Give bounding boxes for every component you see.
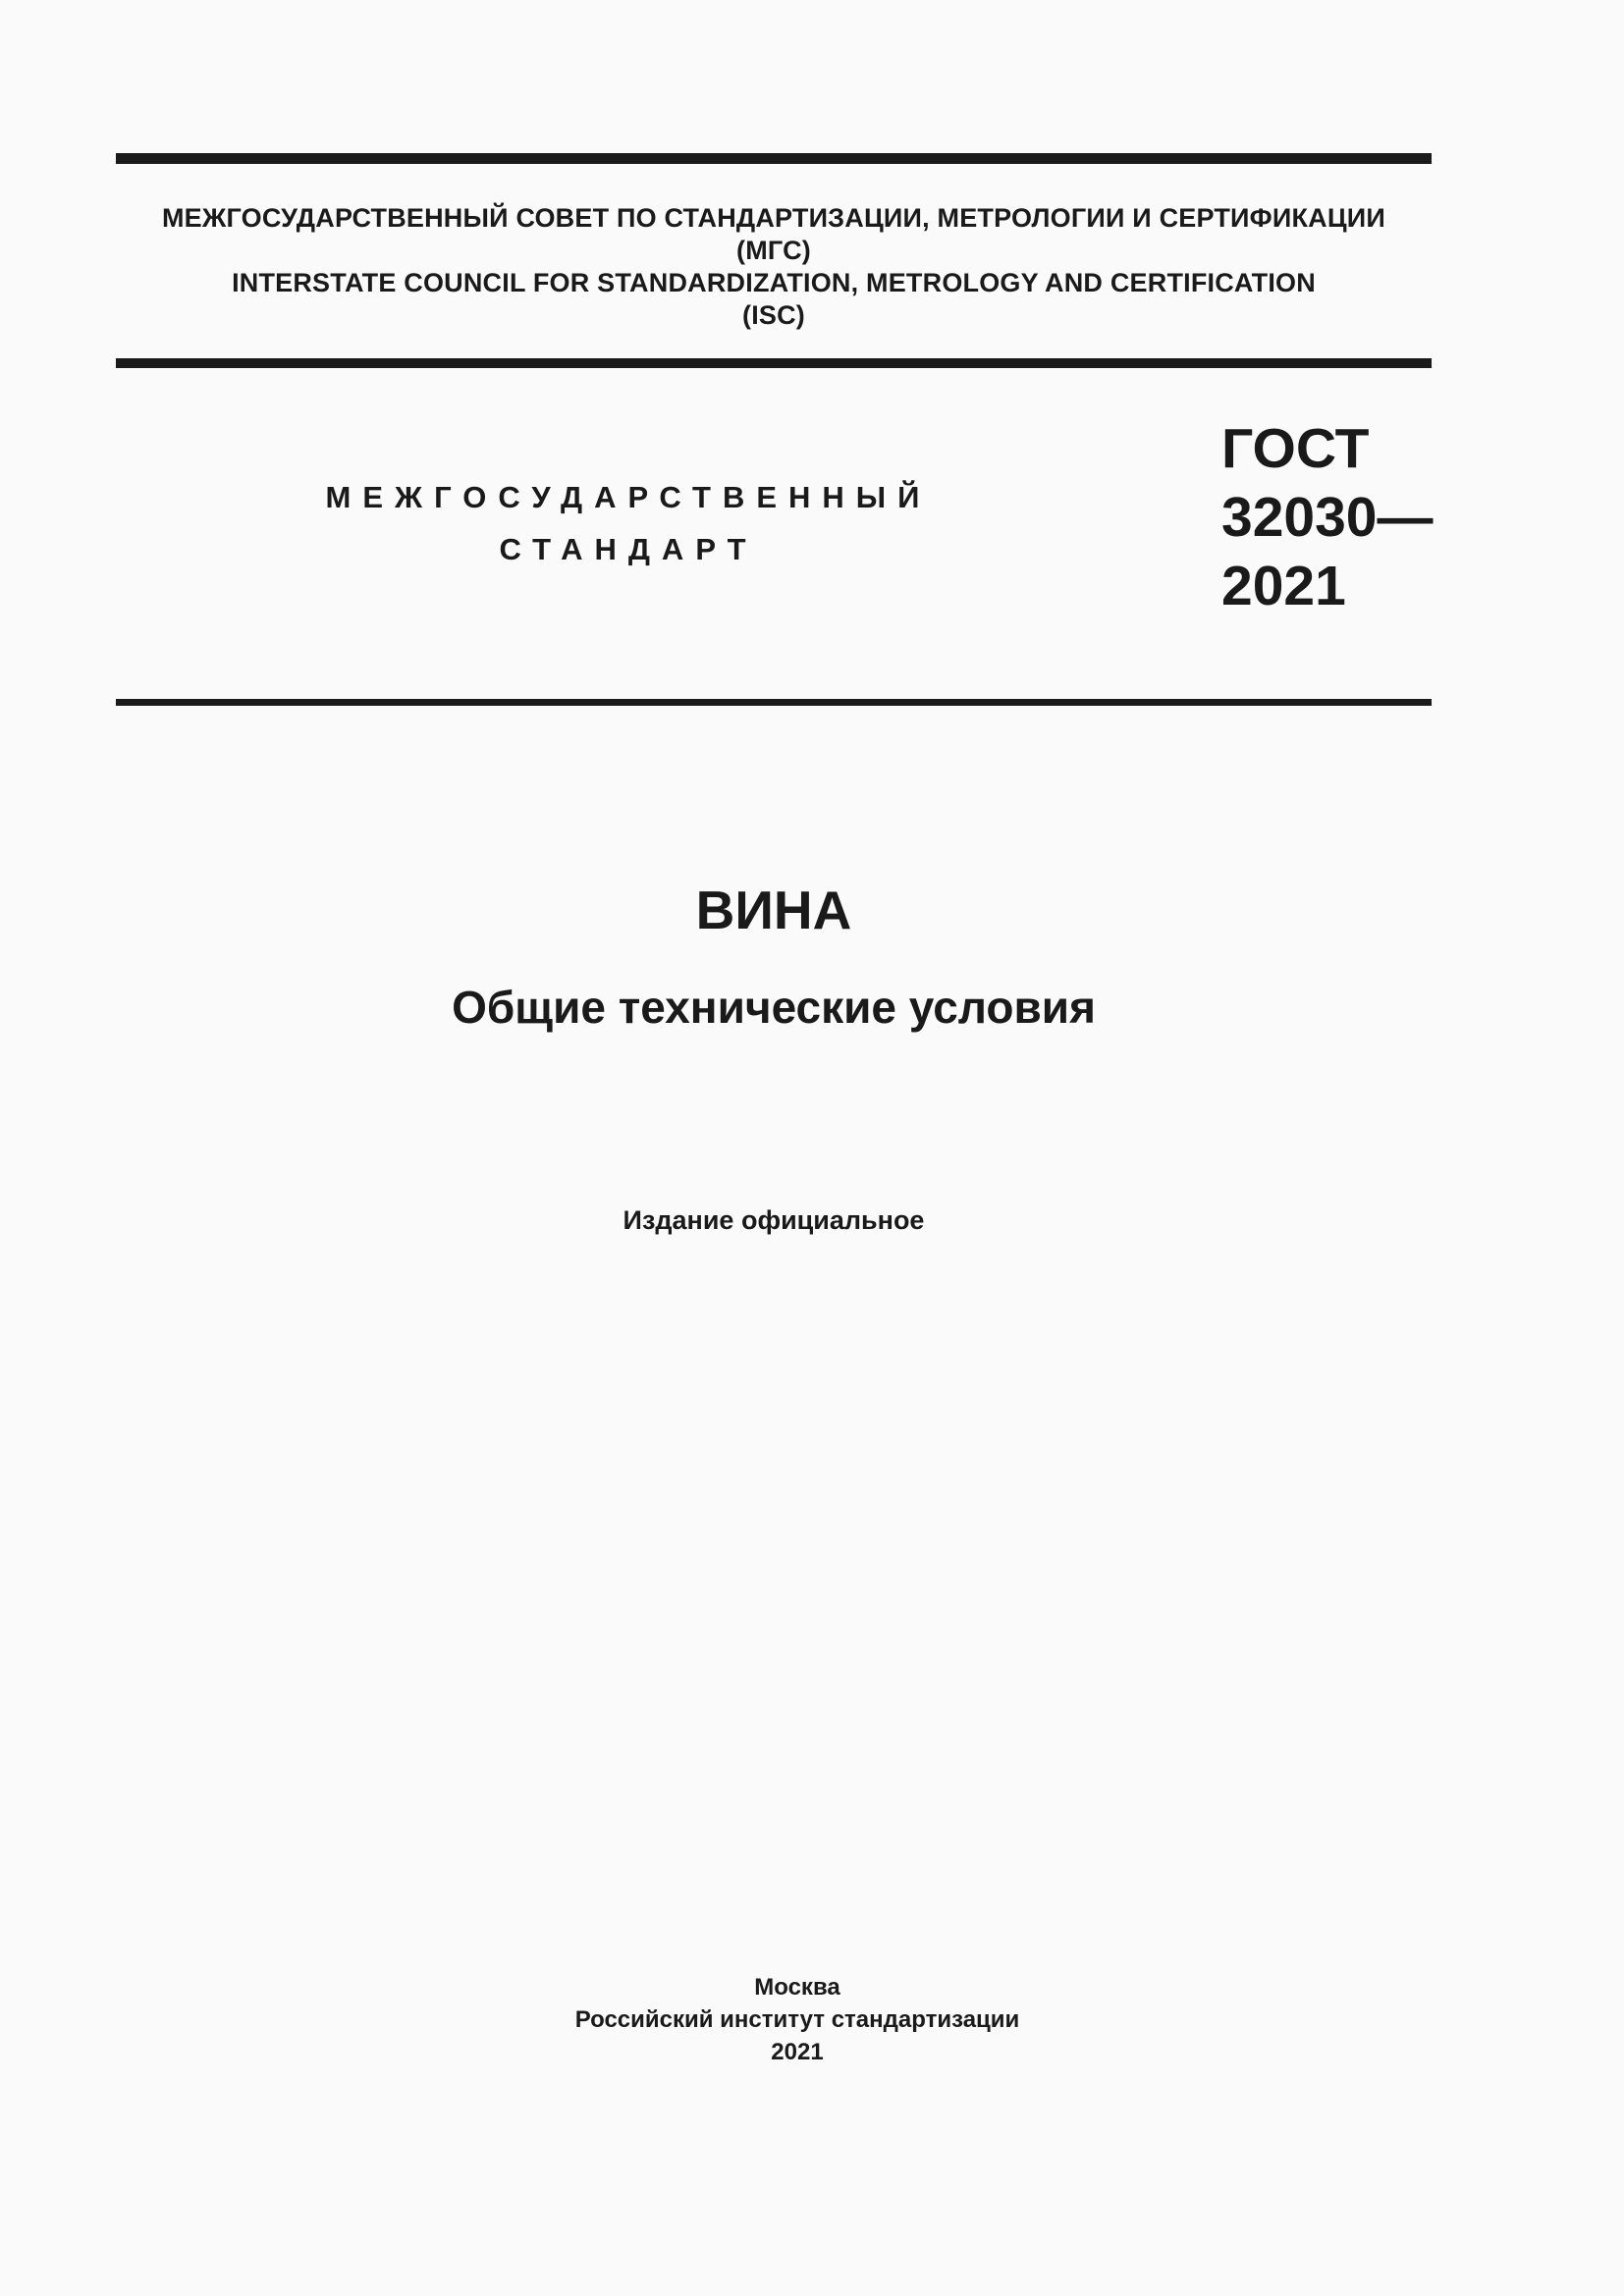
standard-kind-line2: СТАНДАРТ	[499, 532, 758, 566]
imprint-year: 2021	[771, 2039, 824, 2065]
council-header	[116, 202, 1432, 332]
council-name-ru: МЕЖГОСУДАРСТВЕННЫЙ СОВЕТ ПО СТАНДАРТИЗАЦИИ, МЕТРОЛОГИИ И СЕРТИФИКАЦИИ	[161, 203, 1386, 233]
council-abbr-ru: (МГС)	[736, 236, 811, 265]
imprint-publisher: Российский институт стандартизации	[574, 2006, 1020, 2033]
edition-note: Издание официальное	[623, 1205, 925, 1235]
imprint	[405, 1971, 1190, 2068]
imprint-city: Москва	[754, 1974, 840, 2001]
designation-year: 2021	[1221, 555, 1346, 617]
council-name-en: INTERSTATE COUNCIL FOR STANDARDIZATION, METROLOGY AND CERTIFICATION	[232, 268, 1316, 297]
designation-prefix: ГОСТ	[1221, 417, 1370, 480]
document-title: ВИНА	[695, 880, 852, 940]
top-rule	[116, 153, 1432, 164]
designation-number: 32030—	[1221, 486, 1434, 549]
document-subtitle: Общие технические условия	[452, 982, 1096, 1033]
standard-kind-line1: МЕЖГОСУДАРСТВЕННЫЙ	[325, 480, 932, 514]
council-abbr-en: (ISC)	[742, 300, 805, 330]
bottom-rule	[116, 699, 1432, 706]
standard-kind	[295, 471, 962, 575]
standard-designation	[1221, 414, 1434, 620]
middle-rule	[116, 358, 1432, 368]
